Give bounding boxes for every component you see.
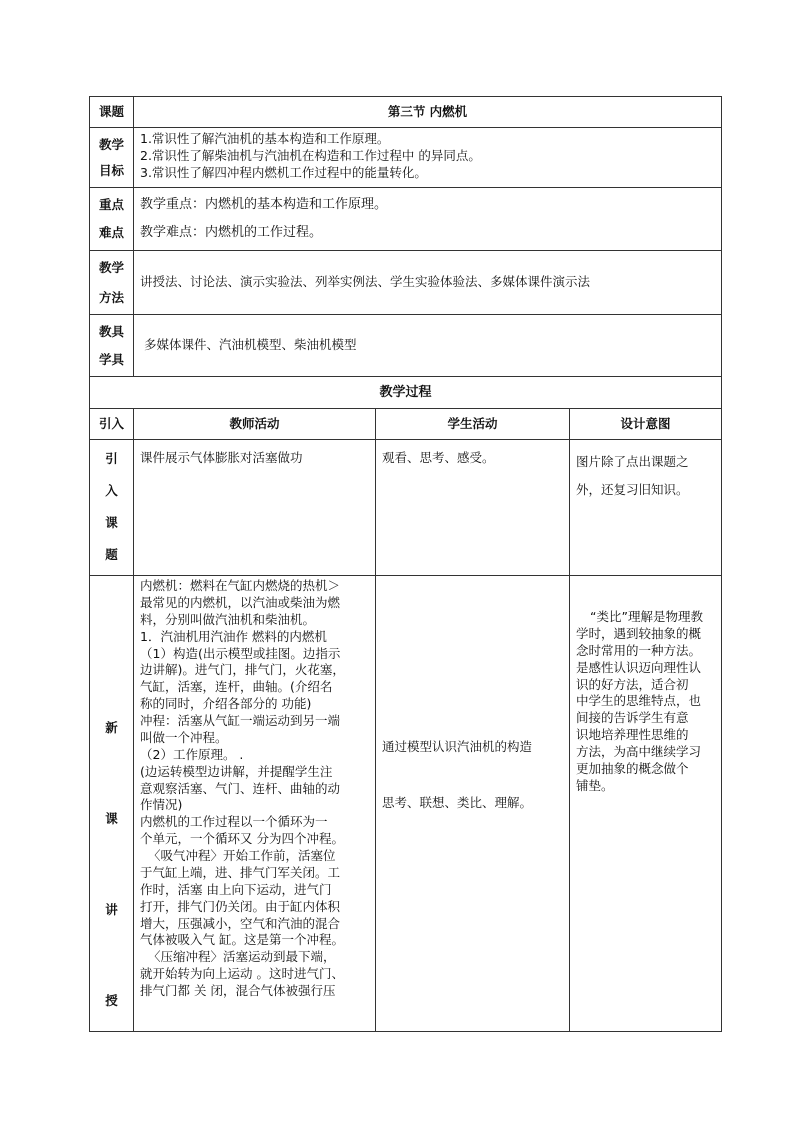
new-lesson-row [90, 576, 722, 1032]
keypoint-item: 教学重点：内燃机的基本构造和工作原理。 [140, 197, 388, 212]
new-lesson-label: 新 课 讲 授 [90, 576, 134, 1032]
new-lesson-design: “类比”理解是物理教 学时，遇到较抽象的概 念时常用的一种方法。 是感性认识迈向理性认 识的好方法，适合初 中学生的思维特点，也 间接的告诉学生有意 识地培养理性思维的 方法，为高中继续学习 更加抽象的概念做个 铺垫。 [570, 576, 722, 1032]
new-lesson-teacher: 内燃机：燃料在气缸内燃烧的热机＞ 最常见的内燃机，以汽油或柴油为燃 料，分别叫做汽油机和柴油机。 1．汽油机用汽油作 燃料的内燃机 （1）构造(出示模型或挂图。边指示 边讲解)。进气门，排气门，火花塞， 气缸，活塞，连杆，曲轴。(介绍名 称的同时，介绍各部分的 功能) 冲程：活塞从气缸一端运动到另一端 叫做一个冲程。 （2）工作原理。 . (边运转模型边讲解，并提醒学生注 意观察活塞、气门、连杆、曲轴的动 作情况) 内燃机的工作过程以一个循环为一 个单元，一个循环又 分为四个冲程。 〈吸气冲程〉开始工作前，活塞位 于气缸上端，进、排气门军关闭。工 作时，活塞 由上向下运动，进气门 打开，排气门仍关闭。由于缸内体积 增大，压强减小，空气和汽油的混合 气体被吸入气 缸。这是第一个冲程。 〈压缩冲程〉活塞运动到最下端， 就开始转为向上运动 。这时进气门、 排气门都 关 闭，混合气体被强行压 [134, 576, 376, 1032]
new-lesson-student: 通过模型认识汽油机的构造 思考、联想、类比、理解。 [376, 576, 570, 1032]
keypoint-item: 教学难点：内燃机的工作过程。 [140, 225, 323, 240]
goals-row [90, 128, 722, 188]
col-header-design: 设计意图 [570, 409, 722, 440]
methods-text: 讲授法、讨论法、演示实验法、列举实例法、学生实验体验法、多媒体课件演示法 [134, 251, 722, 315]
tools-text: 多媒体课件、汽油机模型、柴油机模型 [134, 315, 722, 377]
topic-label: 课题 [90, 97, 134, 128]
goal-item: 3.常识性了解四冲程内燃机工作过程中的能量转化。 [140, 165, 427, 180]
process-title-row [90, 377, 722, 409]
intro-student: 观看、思考、感受。 [376, 440, 570, 576]
intro-design: 图片除了点出课题之 外，还复习旧知识。 [570, 440, 722, 576]
goals-list [134, 128, 722, 188]
keypoints-label: 重点 难点 [90, 188, 134, 251]
intro-label: 引 入 课 题 [90, 440, 134, 576]
col-header-student: 学生活动 [376, 409, 570, 440]
intro-teacher: 课件展示气体膨胀对活塞做功 [134, 440, 376, 576]
keypoints-text [134, 188, 722, 251]
goal-item: 2.常识性了解柴油机与汽油机在构造和工作过程中 的异同点。 [140, 148, 481, 163]
lesson-plan-table [89, 96, 722, 1032]
keypoints-row [90, 188, 722, 251]
process-title: 教学过程 [90, 377, 722, 409]
tools-label: 教具 学具 [90, 315, 134, 377]
methods-row [90, 251, 722, 315]
goal-item: 1.常识性了解汽油机的基本构造和工作原理。 [140, 131, 390, 146]
col-header-teacher: 教师活动 [134, 409, 376, 440]
col-header-intro: 引入 [90, 409, 134, 440]
process-header-row [90, 409, 722, 440]
intro-row [90, 440, 722, 576]
methods-label: 教学 方法 [90, 251, 134, 315]
tools-row [90, 315, 722, 377]
topic-row [90, 97, 722, 128]
topic-value: 第三节 内燃机 [134, 97, 722, 128]
goals-label: 教学 目标 [90, 128, 134, 188]
